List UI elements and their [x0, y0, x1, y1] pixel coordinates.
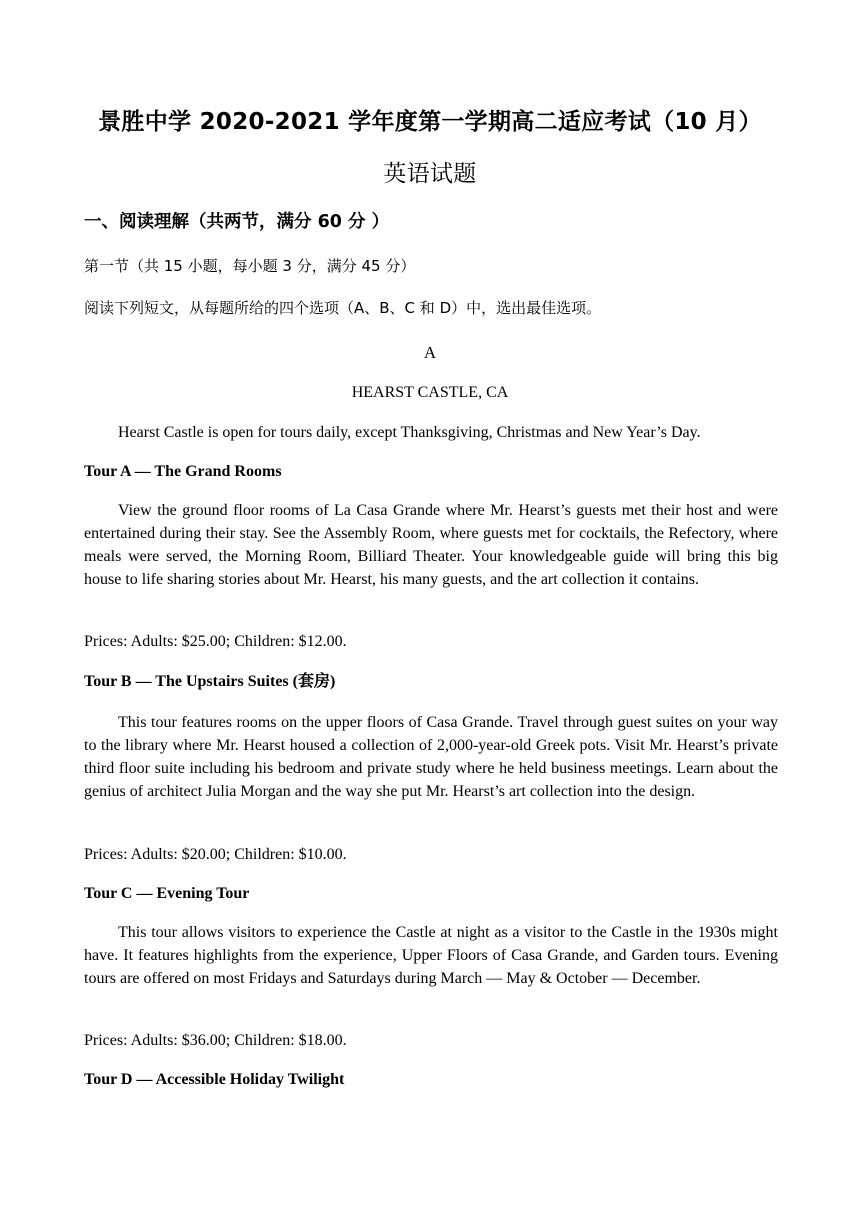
- tour-b-prices: Prices: Adults: $20.00; Children: $10.00.: [84, 846, 347, 863]
- tour-a-prices: Prices: Adults: $25.00; Children: $12.00.: [84, 633, 347, 650]
- exam-title: 景胜中学 2020-2021 学年度第一学期高二适应考试（10 月）: [98, 109, 762, 135]
- tour-c-title: Tour C — Evening Tour: [84, 885, 250, 902]
- instruction-line: 阅读下列短文，从每题所给的四个选项（A、B、C 和 D）中，选出最佳选项。: [84, 299, 602, 317]
- passage-letter: A: [423, 343, 437, 362]
- section-heading: 一、阅读理解（共两节，满分 60 分 ）: [84, 212, 390, 232]
- tour-b-title: Tour B — The Upstairs Suites (套房): [84, 673, 336, 690]
- part-line: 第一节（共 15 小题，每小题 3 分，满分 45 分）: [84, 257, 416, 275]
- tour-c-prices: Prices: Adults: $36.00; Children: $18.00.: [84, 1032, 347, 1049]
- exam-subtitle: 英语试题: [383, 161, 477, 187]
- passage-intro: Hearst Castle is open for tours daily, except Thanksgiving, Christmas and New Year’s Day.: [118, 424, 701, 441]
- passage-title: HEARST CASTLE, CA: [351, 384, 509, 401]
- tour-b-description: This tour features rooms on the upper floors of Casa Grande. Travel through guest suites on your way to the library where Mr. Hearst housed a collection of 2,000-year-old Greek pots. Visit Mr. Hearst’s private third floor suite including his bedroom and private study where he held business meetings. Learn about the genius of architect Julia Morgan and the way she put Mr. Hearst’s art collection into the design.: [84, 714, 778, 800]
- tour-c-description: This tour allows visitors to experience the Castle at night as a visitor to the Castle in the 1930s might have. It features highlights from the experience, Upper Floors of Casa Grande, and Garden tours. Evening tours are offered on most Fridays and Saturdays during March — May & October — December.: [84, 924, 778, 987]
- tour-d-title: Tour D — Accessible Holiday Twilight: [84, 1071, 345, 1088]
- tour-a-description: View the ground floor rooms of La Casa Grande where Mr. Hearst’s guests met their host and were entertained during their stay. See the Assembly Room, where guests met for cocktails, the Refectory, where meals were served, the Morning Room, Billiard Theater. Your knowledgeable guide will bring this big house to life sharing stories about Mr. Hearst, his many guests, and the art collection it contains.: [84, 502, 778, 588]
- tour-a-title: Tour A — The Grand Rooms: [84, 463, 282, 480]
